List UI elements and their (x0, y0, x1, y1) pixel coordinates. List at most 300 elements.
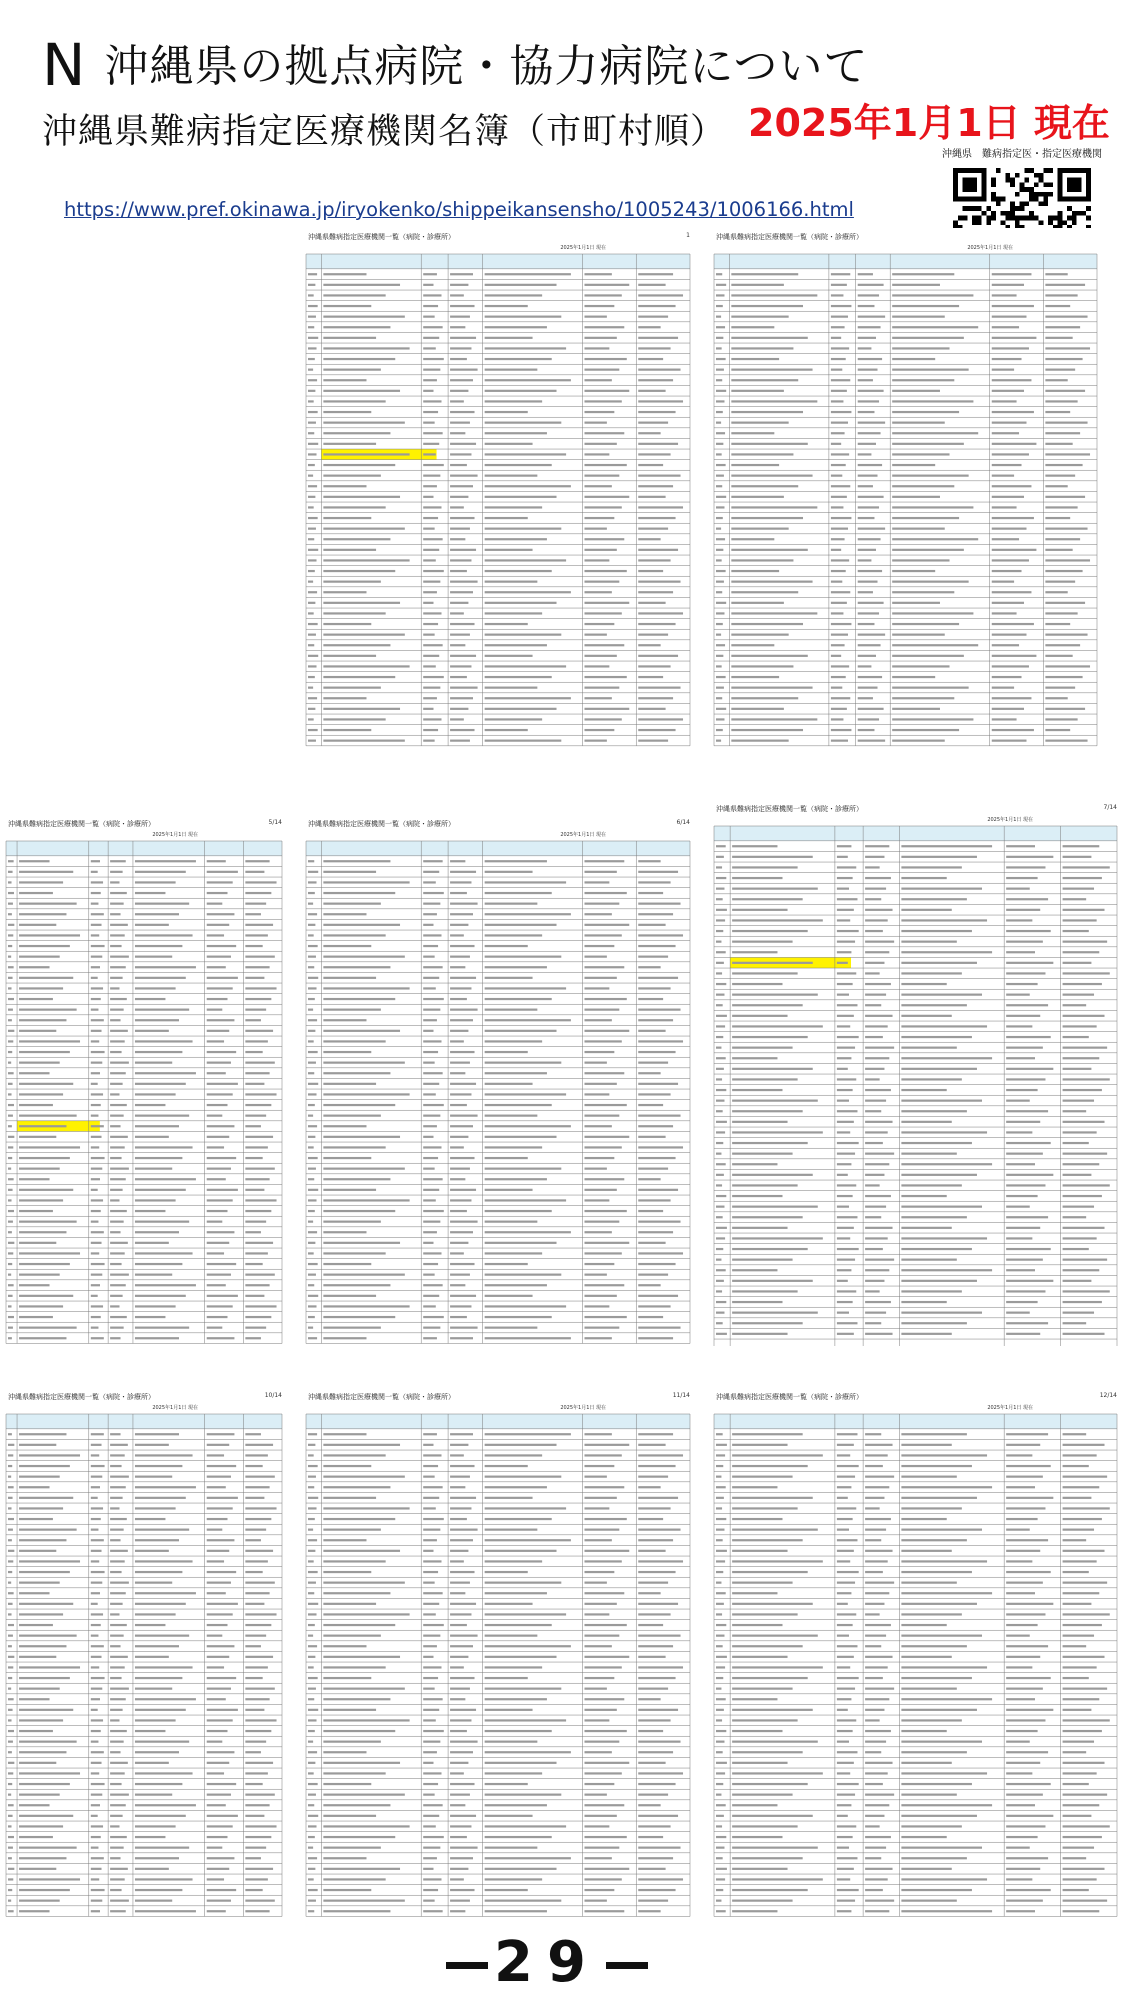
table-cell-text (450, 871, 476, 873)
table-cell-text (19, 1454, 80, 1456)
table-cell-text (19, 1878, 80, 1880)
table-cell-text (485, 1231, 571, 1233)
table-cell-text (638, 1454, 683, 1456)
table-cell-text (992, 337, 1037, 339)
table-cell-text (423, 1656, 433, 1658)
table-cell-text (8, 1210, 14, 1212)
table-cell-text (485, 1178, 547, 1180)
table-cell-text (308, 881, 317, 883)
table-cell-text (423, 1189, 439, 1191)
qr-module (972, 220, 977, 225)
table-cell-text (1006, 951, 1035, 953)
table-cell-text (245, 1337, 261, 1339)
table-cell-text (865, 1592, 889, 1594)
qr-module (1024, 168, 1029, 173)
table-cell-text (1006, 1688, 1043, 1690)
table-cell-text (8, 1242, 14, 1244)
table-cell-text (423, 729, 438, 731)
table-cell-text (423, 411, 438, 413)
table-cell-text (135, 903, 189, 905)
table-cell-text (323, 1009, 381, 1011)
table-cell-text (91, 1168, 102, 1170)
table-cell-text (1063, 1036, 1089, 1038)
table-cell-text (323, 1677, 371, 1679)
table-cell-text (91, 1009, 99, 1011)
table-cell-text (865, 1036, 883, 1038)
table-cell-text (308, 475, 313, 477)
table-cell-text (584, 517, 614, 519)
table-cell-text (731, 581, 812, 583)
table-cell-text (8, 1168, 11, 1170)
table-cell-text (732, 1603, 813, 1605)
table-cell-text (901, 1195, 946, 1197)
table-cell-text (207, 1093, 233, 1095)
table-cell-text (716, 1025, 725, 1027)
table-cell-text (1063, 1656, 1105, 1658)
table-cell-text (992, 369, 1014, 371)
table-cell-text (865, 1433, 881, 1435)
table-header-row (306, 254, 690, 269)
table-cell-text (1006, 941, 1043, 943)
table-cell-text (858, 347, 872, 349)
table-cell-text (584, 1560, 621, 1562)
table-cell-text (732, 1068, 813, 1070)
table-cell-text (485, 1168, 562, 1170)
table-cell-text (19, 1868, 56, 1870)
table-cell-text (865, 1301, 891, 1303)
table-cell-text (245, 1252, 268, 1254)
table-cell-text (245, 1476, 274, 1478)
table-cell-text (19, 998, 53, 1000)
table-cell-text (207, 913, 235, 915)
qr-module (977, 220, 982, 225)
table-cell-text (245, 1019, 261, 1021)
table-cell-text (901, 962, 977, 964)
table-cell-text (423, 708, 433, 710)
table-cell-text (423, 1815, 439, 1817)
table-cell-text (716, 1539, 723, 1541)
table-cell-text (423, 1136, 433, 1138)
table-cell-text (308, 977, 318, 979)
table-cell-text (584, 1242, 629, 1244)
table-cell-text (110, 1762, 128, 1764)
table-cell-text (638, 718, 683, 720)
table-cell-text (901, 1624, 946, 1626)
table-cell-text (323, 1337, 366, 1339)
table-cell-text (110, 1698, 126, 1700)
table-cell-text (485, 924, 557, 926)
table-cell-text (865, 1131, 888, 1133)
table-cell-text (245, 1825, 276, 1827)
table-cell-text (732, 1592, 777, 1594)
table-cell-text (865, 1878, 888, 1880)
table-cell-text (858, 475, 878, 477)
table-cell-text (837, 1825, 856, 1827)
table-cell-text (91, 903, 99, 905)
table-cell-text (423, 1040, 441, 1042)
table-cell-text (245, 1444, 273, 1446)
table-cell-text (135, 1889, 182, 1891)
table-cell-text (308, 1284, 314, 1286)
table-cell-text (323, 1231, 366, 1233)
table-cell-text (638, 1295, 678, 1297)
table-cell-text (91, 892, 101, 894)
table-cell-text (1006, 1582, 1043, 1584)
table-cell-text (865, 877, 891, 879)
table-cell-text (716, 951, 726, 953)
table-cell-text (19, 1316, 53, 1318)
table-cell-text (716, 273, 722, 275)
table-cell-text (245, 977, 264, 979)
table-cell-text (110, 1040, 125, 1042)
table-cell-text (450, 337, 476, 339)
table-cell-text (423, 612, 441, 614)
table-cell-text (8, 1486, 14, 1488)
table-cell-text (207, 1221, 223, 1223)
table-cell-text (91, 945, 105, 947)
table-cell-text (207, 1136, 230, 1138)
table-cell-text (716, 1762, 727, 1764)
table-cell-text (207, 1529, 223, 1531)
table-cell-text (732, 1571, 808, 1573)
table-cell-text (423, 1051, 438, 1053)
table-cell-text (584, 881, 609, 883)
table-cell-text (584, 1804, 624, 1806)
table-cell-text (732, 1486, 777, 1488)
qr-module (991, 182, 996, 187)
table-cell-text (207, 1741, 223, 1743)
table-cell-text (1063, 1698, 1100, 1700)
table-cell-text (892, 411, 959, 413)
table-cell-text (837, 1857, 858, 1859)
table-cell-text (8, 977, 13, 979)
table-cell-text (716, 708, 726, 710)
table-cell-text (865, 1741, 886, 1743)
table-cell-text (91, 1677, 105, 1679)
table-cell-text (716, 1184, 722, 1186)
table-cell-text (207, 1825, 233, 1827)
table-cell-text (323, 316, 404, 318)
table-cell-text (716, 443, 723, 445)
table-cell-text (732, 972, 798, 974)
table-cell-text (1063, 1815, 1092, 1817)
table-cell-text (207, 1157, 236, 1159)
table-cell-text (865, 1910, 889, 1912)
table-cell-text (308, 1688, 316, 1690)
table-cell-text (8, 1465, 12, 1467)
table-cell-text (423, 517, 438, 519)
table-cell-text (135, 1486, 196, 1488)
table-cell-text (1063, 1465, 1089, 1467)
table-cell-text (485, 538, 547, 540)
table-cell-text (423, 528, 434, 530)
table-cell-text (638, 1645, 673, 1647)
table-cell-text (1063, 1068, 1092, 1070)
table-cell-text (865, 1497, 884, 1499)
table-cell-text (423, 316, 434, 318)
table-cell-text (1006, 1698, 1035, 1700)
table-cell-text (992, 464, 1022, 466)
table-cell-text (450, 1221, 478, 1223)
table-cell-text (423, 496, 433, 498)
table-cell-text (423, 1518, 444, 1520)
table-cell-text (91, 1252, 99, 1254)
table-cell-text (450, 1242, 468, 1244)
table-cell-text (245, 1698, 269, 1700)
table-cell-text (8, 1263, 12, 1265)
table-cell-text (91, 1550, 102, 1552)
table-cell-text (8, 1868, 14, 1870)
table-cell-text (992, 390, 1024, 392)
thumbnail-date: 2025年1月1日 現在 (987, 1405, 1033, 1411)
table-cell-text (584, 1507, 609, 1509)
table-cell-text (485, 1656, 557, 1658)
table-cell-text (423, 464, 444, 466)
table-cell-text (423, 1878, 441, 1880)
table-cell-text (584, 390, 629, 392)
table-cell-text (837, 1015, 854, 1017)
table-cell-text (485, 316, 562, 318)
table-cell-text (423, 1231, 437, 1233)
table-cell-text (323, 1168, 404, 1170)
table-cell-text (638, 538, 660, 540)
table-cell-text (91, 1741, 99, 1743)
qr-module (1048, 192, 1053, 197)
table-cell-text (892, 432, 978, 434)
table-cell-text (19, 903, 77, 905)
table-cell-text (308, 924, 315, 926)
table-cell-text (831, 634, 848, 636)
table-cell-text (19, 1019, 66, 1021)
table-cell-text (1006, 1772, 1032, 1774)
table-cell-text (638, 1613, 670, 1615)
table-cell-text (323, 432, 390, 434)
table-cell-text (716, 1889, 723, 1891)
table-cell-text (323, 337, 376, 339)
table-cell-text (837, 1110, 858, 1112)
thumbnail-date: 2025年1月1日 現在 (560, 832, 606, 838)
table-cell-text (901, 1666, 987, 1668)
table-cell-text (638, 1242, 665, 1244)
table-cell-text (716, 305, 723, 307)
table-cell-text (323, 284, 400, 286)
table-cell-text (91, 1497, 98, 1499)
table-cell-text (584, 1337, 611, 1339)
table-cell-text (584, 644, 624, 646)
table-cell-text (423, 634, 434, 636)
table-cell-text (858, 284, 884, 286)
table-cell-text (423, 934, 441, 936)
thumbnail-title: 沖縄県難病指定医療機関一覧（病院・診療所） (8, 820, 155, 828)
table-cell-text (323, 1603, 376, 1605)
table-cell-text (323, 697, 366, 699)
table-cell-text (323, 411, 371, 413)
table-cell-text (485, 347, 566, 349)
table-cell-text (992, 400, 1017, 402)
qr-module (991, 216, 996, 221)
table-cell-text (8, 1316, 14, 1318)
table-cell-text (308, 623, 318, 625)
table-cell-text (135, 1051, 182, 1053)
table-cell-text (638, 1550, 665, 1552)
table-cell-text (638, 1518, 663, 1520)
table-cell-text (831, 708, 847, 710)
table-cell-text (308, 358, 315, 360)
table-cell-text (323, 1497, 376, 1499)
table-cell-text (837, 898, 858, 900)
table-cell-text (135, 1465, 182, 1467)
table-cell-text (1063, 919, 1097, 921)
table-cell-text (8, 1751, 12, 1753)
table-cell-text (1063, 877, 1102, 879)
table-cell-text (91, 1815, 98, 1817)
table-cell-text (207, 1868, 230, 1870)
table-cell-text (901, 1847, 982, 1849)
table-cell-text (308, 1645, 317, 1647)
table-cell-text (19, 1613, 63, 1615)
qr-module (1034, 197, 1039, 202)
table-cell-text (1045, 517, 1070, 519)
table-cell-text (584, 1104, 626, 1106)
table-cell-text (91, 924, 102, 926)
qr-module (1015, 216, 1020, 221)
table-cell-text (323, 1210, 395, 1212)
table-cell-text (91, 1295, 98, 1297)
table-cell-text (207, 1040, 224, 1042)
table-cell-text (450, 1868, 468, 1870)
table-cell-text (716, 294, 724, 296)
table-cell-text (485, 1772, 543, 1774)
table-cell-text (110, 1677, 121, 1679)
table-cell-text (638, 1019, 673, 1021)
table-cell-text (901, 1078, 961, 1080)
table-cell-text (892, 740, 945, 742)
table-cell-text (732, 1889, 808, 1891)
table-cell-text (207, 1847, 223, 1849)
table-cell-text (638, 892, 663, 894)
table-cell-text (135, 1242, 169, 1244)
table-cell-text (638, 453, 670, 455)
table-cell-text (584, 1465, 614, 1467)
table-cell-text (1045, 273, 1067, 275)
table-cell-text (731, 718, 817, 720)
table-cell-text (19, 1804, 49, 1806)
table-cell-text (584, 729, 614, 731)
table-cell-text (892, 528, 945, 530)
table-cell-text (731, 358, 779, 360)
table-cell-text (584, 411, 614, 413)
table-cell-text (485, 1635, 538, 1637)
table-cell-text (323, 1062, 404, 1064)
table-grid (708, 800, 1123, 1360)
table-cell-text (245, 956, 274, 958)
table-cell-text (638, 379, 673, 381)
table-cell-text (207, 892, 228, 894)
table-cell-text (110, 1168, 129, 1170)
table-cell-text (1063, 930, 1089, 932)
table-cell-text (901, 1582, 956, 1584)
table-cell-text (716, 1444, 727, 1446)
table-cell-text (584, 1666, 621, 1668)
table-cell-text (110, 1497, 123, 1499)
table-cell-text (308, 432, 314, 434)
table-cell-text (892, 623, 959, 625)
table-cell-text (716, 337, 723, 339)
table-cell-text (110, 1093, 119, 1095)
table-cell-text (837, 1312, 849, 1314)
section-letter: N (42, 31, 87, 99)
table-cell-text (892, 644, 978, 646)
table-cell-text (135, 1263, 182, 1265)
table-cell-text (207, 1666, 224, 1668)
table-cell-text (8, 913, 12, 915)
table-cell-text (1045, 602, 1085, 604)
source-url-link[interactable]: https://www.pref.okinawa.jp/iryokenko/shippeikansensho/1005243/1006166.html (64, 198, 854, 221)
table-cell-text (638, 1571, 675, 1573)
table-cell-text (308, 1242, 315, 1244)
table-cell-text (19, 1518, 53, 1520)
table-cell-text (837, 1507, 856, 1509)
thumbnail-date: 2025年1月1日 現在 (152, 1405, 198, 1411)
table-cell-text (485, 1433, 571, 1435)
table-cell-text (731, 379, 798, 381)
document-page-thumbnail (0, 815, 288, 1360)
table-cell-text (91, 1613, 103, 1615)
qr-module (1010, 201, 1015, 206)
table-cell-text (485, 1305, 566, 1307)
table-cell-text (485, 1603, 533, 1605)
table-cell-text (732, 1057, 777, 1059)
table-cell-text (716, 1666, 725, 1668)
table-cell-text (110, 1295, 123, 1297)
table-cell-text (423, 432, 442, 434)
table-cell-text (584, 1305, 609, 1307)
document-page-thumbnail (300, 1388, 696, 1933)
table-cell-text (91, 1507, 103, 1509)
table-cell-text (865, 898, 881, 900)
table-cell-text (450, 1019, 473, 1021)
table-cell-text (892, 559, 949, 561)
table-cell-text (323, 485, 366, 487)
table-cell-text (892, 464, 935, 466)
table-cell-text (8, 998, 14, 1000)
table-cell-text (831, 602, 847, 604)
table-cell-text (308, 1571, 318, 1573)
table-cell-text (992, 570, 1022, 572)
table-cell-text (423, 602, 433, 604)
table-cell-text (19, 1719, 63, 1721)
table-cell-text (323, 326, 390, 328)
table-cell-text (638, 443, 678, 445)
table-cell-text (19, 1507, 63, 1509)
thumbnail-title: 沖縄県難病指定医療機関一覧（病院・診療所） (308, 820, 455, 828)
table-cell-text (1045, 379, 1067, 381)
table-cell-text (901, 1047, 956, 1049)
table-cell-text (865, 1772, 888, 1774)
table-cell-text (8, 1910, 14, 1912)
table-cell-text (584, 432, 624, 434)
table-cell-text (323, 1613, 409, 1615)
table-cell-text (323, 1560, 385, 1562)
table-cell-text (638, 1666, 683, 1668)
table-cell-text (135, 1741, 189, 1743)
table-cell-text (1006, 1613, 1045, 1615)
table-cell-text (110, 881, 119, 883)
table-cell-text (323, 655, 376, 657)
table-cell-text (207, 1486, 226, 1488)
table-cell-text (485, 945, 528, 947)
table-cell-text (110, 1125, 120, 1127)
